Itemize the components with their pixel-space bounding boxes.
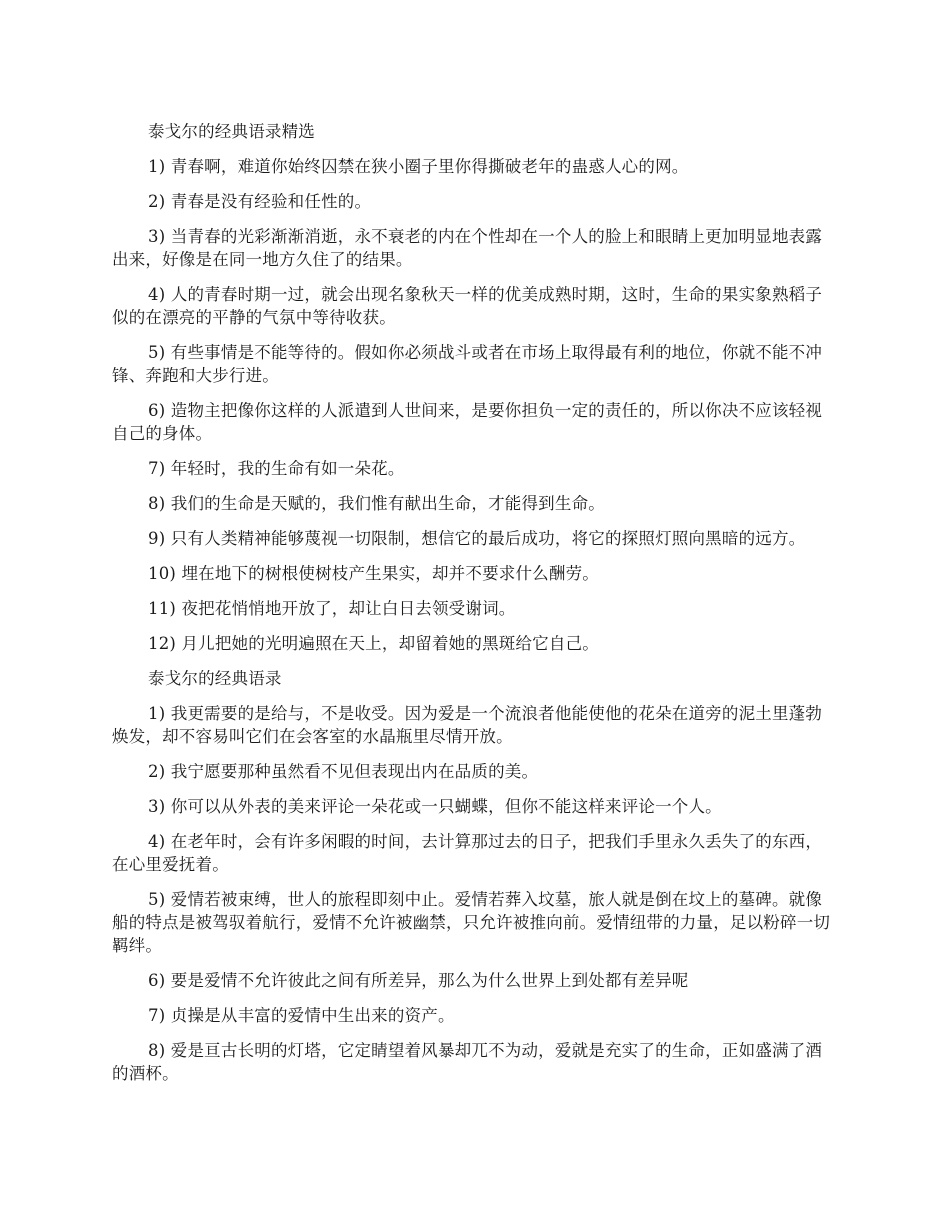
quote-paragraph: 3) 你可以从外表的美来评论一朵花或一只蝴蝶，但你不能这样来评论一个人。: [148, 797, 722, 816]
quote-paragraph: 8) 爱是亘古长明的灯塔，它定睛望着风暴却兀不为动，爱就是充实了的生命，正如盛满了酒的酒杯。: [112, 1041, 823, 1083]
quote-paragraph: 6) 要是爱情不允许彼此之间有所差异，那么为什么世界上到处都有差异呢: [148, 971, 689, 990]
document-body: [112, 120, 837, 1097]
quote-paragraph: 9) 只有人类精神能够蔑视一切限制，想信它的最后成功，将它的探照灯照向黑暗的远方。: [148, 529, 806, 548]
section-heading: 泰戈尔的经典语录: [148, 669, 282, 688]
quote-paragraph: 5) 有些事情是不能等待的。假如你必须战斗或者在市场上取得最有利的地位，你就不能不冲锋、奔跑和大步行进。: [112, 343, 823, 385]
quote-paragraph: 7) 年轻时，我的生命有如一朵花。: [148, 459, 405, 478]
quote-paragraph: 2) 青春是没有经验和任性的。: [148, 192, 372, 211]
quote-paragraph: 4) 在老年时，会有许多闲暇的时间，去计算那过去的日子，把我们手里永久丢失了的东西，在心里爱抚着。: [112, 832, 823, 874]
quote-paragraph: 1) 青春啊，难道你始终囚禁在狭小圈子里你得撕破老年的蛊惑人心的网。: [148, 157, 689, 176]
quote-paragraph: 8) 我们的生命是天赋的，我们惟有献出生命，才能得到生命。: [148, 494, 605, 513]
quote-paragraph: 4) 人的青春时期一过，就会出现名象秋天一样的优美成熟时期，这时，生命的果实象熟稻子似的在漂亮的平静的气氛中等待收获。: [112, 285, 823, 327]
section-heading: 泰戈尔的经典语录精选: [148, 122, 315, 141]
quote-paragraph: 2) 我宁愿要那种虽然看不见但表现出内在品质的美。: [148, 762, 539, 781]
quote-paragraph: 5) 爱情若被束缚，世人的旅程即刻中止。爱情若葬入坟墓，旅人就是倒在坟上的墓碑。就像船的特点是被驾驭着航行，爱情不允许被幽禁，只允许被推向前。爱情纽带的力量，足以粉碎一切羁绊。: [112, 890, 831, 955]
quote-paragraph: 12) 月儿把她的光明遍照在天上，却留着她的黑斑给它自己。: [148, 634, 599, 653]
quote-paragraph: 11) 夜把花悄悄地开放了，却让白日去领受谢词。: [148, 599, 516, 618]
quote-paragraph: 3) 当青春的光彩渐渐消逝，永不衰老的内在个性却在一个人的脸上和眼睛上更加明显地表露出来，好像是在同一地方久住了的结果。: [112, 227, 823, 269]
quote-paragraph: 10) 埋在地下的树根使树枝产生果实，却并不要求什么酬劳。: [148, 564, 599, 583]
quote-paragraph: 7) 贞操是从丰富的爱情中生出来的资产。: [148, 1006, 455, 1025]
quote-paragraph: 6) 造物主把像你这样的人派遣到人世间来，是要你担负一定的责任的，所以你决不应该轻视自己的身体。: [112, 401, 823, 443]
quote-paragraph: 1) 我更需要的是给与，不是收受。因为爱是一个流浪者他能使他的花朵在道旁的泥土里蓬勃焕发，却不容易叫它们在会客室的水晶瓶里尽情开放。: [112, 704, 823, 746]
